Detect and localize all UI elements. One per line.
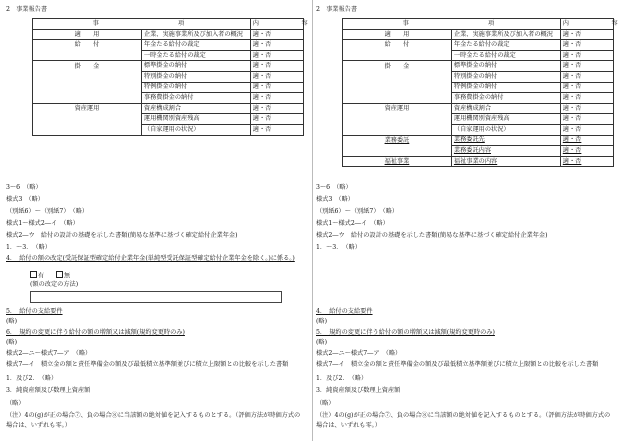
checkbox-yes[interactable] [30,271,37,278]
text-line: 様式1～様式2―イ （略） [6,220,79,227]
row-value: 適・否 [250,93,303,104]
row-item: 標準掛金の納付 [451,61,560,72]
table-row [343,71,614,82]
checkbox-yes-label: 有 [38,272,45,280]
table-row [343,114,614,125]
row-value: 適・否 [560,93,613,104]
row-category: 資産運用 [343,103,452,114]
table-row [33,103,304,114]
table-row [33,40,304,51]
row-item: 企業、実施事業所及び加入者の概況 [141,29,250,40]
text-line: 3～6 （略） [316,184,352,191]
table-row [343,40,614,51]
checkbox-no[interactable] [56,271,63,278]
row-value: 適・否 [560,114,613,125]
row-item: 資産構成割合 [141,103,250,114]
row-item: 年金たる給付の裁定 [141,40,250,51]
item6-body: (略) [6,339,18,346]
row-value: 適・否 [250,71,303,82]
row-value: 適・否 [560,40,613,51]
row-category [33,124,142,135]
row-value: 適・否 [250,82,303,93]
note-line: （注）4の(g)が正の場合⑦、負の場合⑧に当該額の絶対値を記入するものとする。（評価方法が時価方式の [316,412,611,419]
table-header-row [33,19,304,30]
text-line: 様式2―ウ 給付の設計の基礎を示した書類(簡易な基準に基づく確定給付企業年金) [316,232,548,239]
table-row [33,82,304,93]
section-heading: 2 事業報告書 [316,6,358,13]
header-content: 内 容 [250,19,303,30]
left-page [6,0,313,441]
report-table [342,18,624,167]
row-item: 特例掛金の納付 [451,82,560,93]
text-line: 3～6 （略） [6,184,42,191]
row-value: 適・否 [250,29,303,40]
row-category: 掛 金 [33,61,142,72]
row-value: 適・否 [250,61,303,72]
table-row [33,50,304,61]
header-item: 事 項 [343,19,561,30]
row-category [33,93,142,104]
item5-body: (略) [316,339,328,346]
revision-method-label: (額の改定の方法) [30,281,79,288]
text-line: 様式2―ニ～様式7―ア （略） [316,350,402,357]
row-value: 適・否 [250,50,303,61]
row-item: 一時金たる給付の裁定 [451,50,560,61]
row-value: 適・否 [560,124,613,135]
row-item: 特別掛金の納付 [451,71,560,82]
checkbox-group [30,271,70,280]
row-value: 適・否 [560,71,613,82]
text-line: 1．及び2． （略） [6,375,58,382]
table-row [33,93,304,104]
table-row [343,93,614,104]
row-item: 特例掛金の納付 [141,82,250,93]
table-row [343,82,614,93]
item6-heading: 6． 規約の変更に伴う給付の額の増額又は減額(規約変更時のみ) [6,329,185,336]
row-category [33,82,142,93]
table-row [33,114,304,125]
row-category [343,146,452,157]
row-category [343,93,452,104]
row-category [343,71,452,82]
row-item: 事務費掛金の納付 [451,93,560,104]
row-item: 業務委託内容 [451,146,560,157]
row-value: 適・否 [250,40,303,51]
note-line: 場合は、いずれも零。） [316,422,381,429]
row-category [343,82,452,93]
table-row [343,103,614,114]
row-category [33,50,142,61]
row-category: 適 用 [33,29,142,40]
table-header-row [343,19,614,30]
item4-body: (略) [316,318,328,325]
row-category [343,50,452,61]
table-row [343,156,614,167]
table-row [343,146,614,157]
row-category: 給 付 [33,40,142,51]
text-line: 様式2―ウ 給付の設計の基礎を示した書類(簡易な基準に基づく確定給付企業年金) [6,232,238,239]
item4-heading: 4． 給付の支給要件 [316,308,373,315]
item5-heading: 5． 規約の変更に伴う給付の額の増額又は減額(規約変更時のみ) [316,329,495,336]
row-item: （自家運用の状況） [141,124,250,135]
table-row [343,61,614,72]
text-line: （略） [316,400,335,407]
row-value: 適・否 [250,103,303,114]
row-item: 運用機関別資産残高 [141,114,250,125]
row-item: 企業、実施事業所及び加入者の概況 [451,29,560,40]
row-value: 適・否 [560,135,613,146]
item4-amendment: 4． 給付の額の改定(受託保証型確定給付企業年金(単純型受託保証型確定給付企業年金を除く。)に係る。) [6,255,295,262]
text-line: 様式3 （略） [316,196,354,203]
text-line: 1．～3． （略） [6,244,51,251]
text-line: （別紙6）～（別紙7） （略） [6,208,89,215]
row-value: 適・否 [250,114,303,125]
row-item: 事務費掛金の納付 [141,93,250,104]
report-table [32,18,314,136]
note-line: （注）4の(g)が正の場合⑦、負の場合⑧に当該額の絶対値を記入するものとする。（評価方法が時価方式の [6,412,301,419]
row-value: 適・否 [560,103,613,114]
text-line: 様式2―ニ～様式7―ア （略） [6,350,92,357]
text-line: 1．及び2． （略） [316,375,368,382]
note-line: 場合は、いずれも零。） [6,422,71,429]
text-line: 様式3 （略） [6,196,44,203]
checkbox-no-label: 無 [64,272,71,280]
row-category: 掛 金 [343,61,452,72]
row-item: 福祉事業の内容 [451,156,560,167]
right-page [316,0,623,441]
text-line: 様式7―イ 積立金の額と責任準備金の額及び最低積立基準額並びに積立上限額との比較を示した書類 [6,361,289,368]
text-line: 1．～3． （略） [316,244,361,251]
item5-body: (略) [6,318,18,325]
table-row [343,135,614,146]
row-item: 資産構成割合 [451,103,560,114]
row-category: 資産運用 [33,103,142,114]
table-row [343,29,614,40]
row-item: 業務委託先 [451,135,560,146]
row-category: 業務委託 [343,135,452,146]
table-row [33,124,304,135]
table-row [33,29,304,40]
row-item: 一時金たる給付の裁定 [141,50,250,61]
row-item: （自家運用の状況） [451,124,560,135]
row-value: 適・否 [560,156,613,167]
header-item: 事 項 [33,19,251,30]
row-value: 適・否 [560,82,613,93]
text-line: 様式7―イ 積立金の額と責任準備金の額及び最低積立基準額並びに積立上限額との比較を示した書類 [316,361,599,368]
row-item: 運用機関別資産残高 [451,114,560,125]
row-category [33,71,142,82]
row-category [343,114,452,125]
row-value: 適・否 [560,50,613,61]
row-item: 特別掛金の納付 [141,71,250,82]
row-item: 標準掛金の納付 [141,61,250,72]
row-category: 福祉事業 [343,156,452,167]
text-line: 3．純資産額及び数理上資産額 [316,387,401,394]
row-category [343,124,452,135]
item5-heading: 5． 給付の支給要件 [6,308,63,315]
table-row [33,71,304,82]
revision-method-field[interactable] [30,291,282,303]
row-value: 適・否 [560,146,613,157]
row-category: 給 付 [343,40,452,51]
row-value: 適・否 [560,61,613,72]
text-line: （別紙6）～（別紙7） （略） [316,208,399,215]
row-value: 適・否 [560,29,613,40]
table-row [343,50,614,61]
row-category [33,114,142,125]
text-line: 3．純資産額及び数理上資産額 [6,387,91,394]
header-content: 内 容 [560,19,613,30]
text-line: 様式1～様式2―イ （略） [316,220,389,227]
row-item: 年金たる給付の裁定 [451,40,560,51]
row-value: 適・否 [250,124,303,135]
table-row [343,124,614,135]
text-line: （略） [6,400,25,407]
section-heading: 2 事業報告書 [6,6,48,13]
table-row [33,61,304,72]
row-category: 適 用 [343,29,452,40]
